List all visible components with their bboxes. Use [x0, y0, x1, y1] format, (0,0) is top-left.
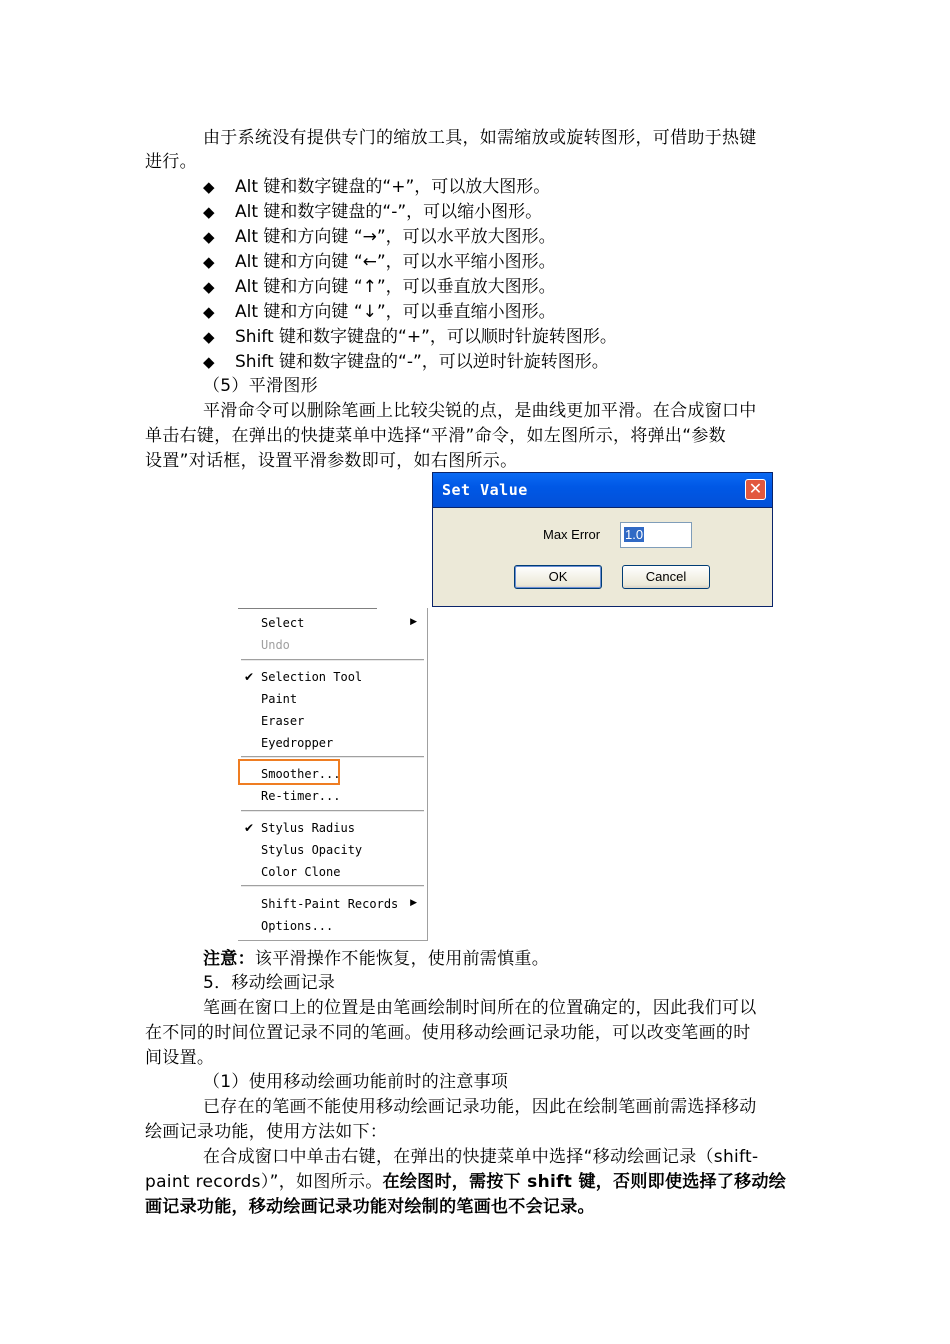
bullet-text: Shift 键和数字键盘的“+”，可以顺时针旋转图形。: [235, 327, 617, 347]
bullet-text: Shift 键和数字键盘的“-”，可以逆时针旋转图形。: [235, 352, 609, 372]
max-error-input[interactable]: [620, 522, 692, 548]
menu-item-options[interactable]: Options...: [261, 919, 334, 933]
menu-item-smoother[interactable]: Smoother...: [261, 767, 341, 781]
bullet-text: Alt 键和方向键 “←”，可以水平缩小图形。: [235, 252, 556, 272]
paragraph-line: 已存在的笔画不能使用移动绘画记录功能，因此在绘制笔画前需选择移动: [203, 1097, 757, 1117]
paragraph-line: 绘画记录功能，使用方法如下：: [145, 1122, 388, 1142]
paragraph-line: 笔画在窗口上的位置是由笔画绘制时间所在的位置确定的，因此我们可以: [203, 998, 757, 1018]
dialog-title: Set Value: [442, 481, 528, 499]
menu-item-eyedropper[interactable]: Eyedropper: [261, 736, 334, 750]
bullet-text: Alt 键和数字键盘的“-”，可以缩小图形。: [235, 202, 543, 222]
bullet-text: Alt 键和方向键 “→”，可以水平放大图形。: [235, 227, 556, 247]
menu-item-retimer[interactable]: Re-timer...: [261, 789, 341, 803]
sub-heading: （1）使用移动绘画功能前时的注意事项: [203, 1072, 509, 1092]
checkmark-icon: ✔: [244, 670, 255, 684]
bullet-item: [203, 352, 609, 372]
paragraph-line: [145, 1172, 786, 1192]
menu-separator: [241, 885, 424, 887]
bullet-item: [203, 327, 617, 347]
paragraph-line: 设置”对话框，设置平滑参数即可，如右图所示。: [145, 451, 518, 471]
paragraph-line: 在合成窗口中单击右键，在弹出的快捷菜单中选择“移动绘画记录（shift-: [203, 1147, 759, 1167]
ok-button[interactable]: OK: [514, 565, 602, 589]
menu-item-paint[interactable]: Paint: [261, 692, 298, 706]
menu-item-color-clone[interactable]: Color Clone: [261, 865, 341, 879]
paragraph-line: 在不同的时间位置记录不同的笔画。使用移动绘画记录功能，可以改变笔画的时: [145, 1023, 751, 1043]
menu-item-shift-paint-records[interactable]: Shift-Paint Records: [261, 897, 399, 911]
max-error-label: Max Error: [543, 527, 601, 542]
bullet-item: [203, 202, 542, 222]
context-menu: [238, 608, 428, 941]
cancel-button[interactable]: Cancel: [622, 565, 710, 589]
close-icon[interactable]: ✕: [745, 479, 766, 500]
submenu-arrow-icon: ▶: [410, 898, 417, 908]
menu-top-border: [238, 608, 377, 609]
paragraph-line: 进行。: [145, 152, 197, 172]
note-label: 注意：: [203, 949, 255, 969]
set-value-dialog: [432, 472, 773, 607]
section-heading: 5．移动绘画记录: [203, 973, 336, 993]
bullet-item: [203, 252, 556, 272]
note-line: [203, 949, 549, 969]
bullet-text: Alt 键和方向键 “↑”，可以垂直放大图形。: [235, 277, 556, 297]
diamond-bullet-icon: ◆: [203, 278, 215, 296]
menu-separator: [241, 659, 424, 661]
checkmark-icon: ✔: [244, 821, 255, 835]
dialog-body: [436, 508, 769, 603]
bullet-item: [203, 177, 550, 197]
menu-separator: [241, 756, 424, 758]
diamond-bullet-icon: ◆: [203, 353, 215, 371]
menu-separator: [241, 810, 424, 812]
menu-item-stylus-opacity[interactable]: Stylus Opacity: [261, 843, 363, 857]
paragraph-line: 由于系统没有提供专门的缩放工具，如需缩放或旋转图形，可借助于热键: [203, 128, 757, 148]
menu-item-select[interactable]: Select: [261, 616, 305, 630]
bullet-item: [203, 277, 556, 297]
paragraph-text: paint records）”，如图所示。: [145, 1172, 383, 1192]
dialog-titlebar[interactable]: [433, 473, 772, 508]
diamond-bullet-icon: ◆: [203, 228, 215, 246]
paragraph-emphasis: 在绘图时，需按下 shift 键，否则即使选择了移动绘: [382, 1172, 787, 1192]
menu-item-stylus-radius[interactable]: Stylus Radius: [261, 821, 355, 835]
diamond-bullet-icon: ◆: [203, 178, 215, 196]
max-error-value: 1.0: [625, 527, 644, 542]
paragraph-line: 间设置。: [145, 1048, 215, 1068]
diamond-bullet-icon: ◆: [203, 303, 215, 321]
paragraph-emphasis-line: 画记录功能，移动绘画记录功能对绘制的笔画也不会记录。: [145, 1197, 595, 1217]
menu-item-eraser[interactable]: Eraser: [261, 714, 305, 728]
diamond-bullet-icon: ◆: [203, 203, 215, 221]
diamond-bullet-icon: ◆: [203, 328, 215, 346]
bullet-item: [203, 227, 556, 247]
paragraph-line: 单击右键，在弹出的快捷菜单中选择“平滑”命令，如左图所示，将弹出“参数: [145, 426, 726, 446]
menu-item-selection-tool[interactable]: Selection Tool: [261, 670, 363, 684]
note-text: 该平滑操作不能恢复，使用前需慎重。: [254, 949, 550, 969]
bullet-text: Alt 键和方向键 “↓”，可以垂直缩小图形。: [235, 302, 556, 322]
bullet-item: [203, 302, 556, 322]
diamond-bullet-icon: ◆: [203, 253, 215, 271]
menu-item-undo[interactable]: Undo: [261, 638, 290, 652]
bullet-text: Alt 键和数字键盘的“+”，可以放大图形。: [235, 177, 551, 197]
submenu-arrow-icon: ▶: [410, 617, 417, 627]
section-heading: （5）平滑图形: [203, 376, 318, 396]
paragraph-line: 平滑命令可以删除笔画上比较尖锐的点，是曲线更加平滑。在合成窗口中: [203, 401, 757, 421]
